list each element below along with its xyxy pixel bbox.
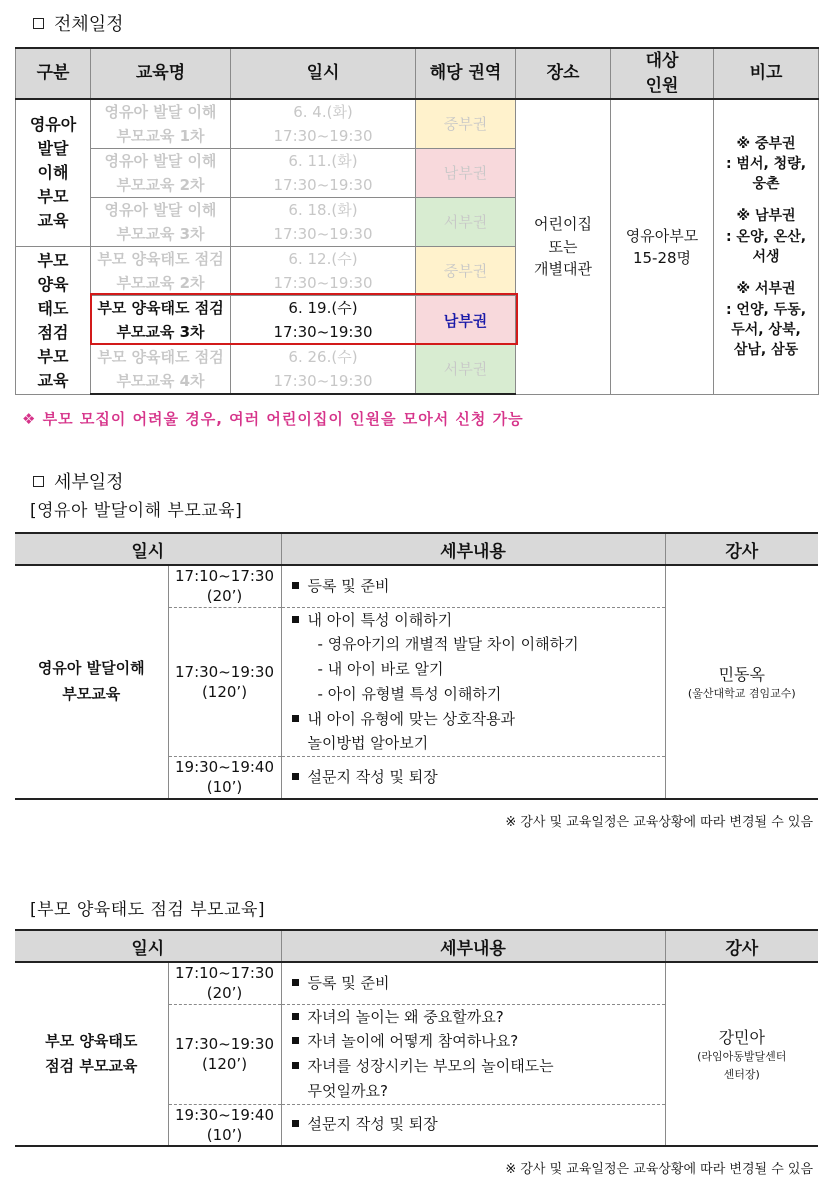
remark-central: ※ 중부권 : 범서, 청량, 웅촌	[725, 135, 807, 193]
time-cell: 17:30~19:30 (120’)	[168, 1004, 281, 1104]
content-text: 설문지 작성 및 퇴장	[307, 767, 438, 786]
table-row	[15, 962, 818, 1004]
region-cell: 중부권	[416, 99, 516, 149]
content-line	[292, 608, 665, 633]
program-name-cell: 영유아 발달이해 부모교육	[15, 565, 168, 799]
overview-heading-text: 전체일정	[54, 14, 124, 35]
content-line	[292, 971, 665, 996]
time-cell: 19:30~19:40 (10’)	[168, 757, 281, 799]
bullet-square-icon	[292, 1120, 299, 1127]
course-name-cell: 영유아 발달 이해 부모교육 2차	[91, 149, 231, 198]
content-line	[292, 1112, 665, 1137]
time-cell: 17:10~17:30 (20’)	[168, 565, 281, 607]
content-cell	[281, 607, 665, 757]
content-subline: - 내 아이 바로 알기	[317, 660, 444, 678]
program-name-cell: 부모 양육태도 점검 부모교육	[15, 962, 168, 1146]
col-teacher: 강사	[665, 533, 818, 565]
col-remarks: 비고	[714, 48, 819, 99]
datetime-cell	[231, 198, 416, 247]
col-time: 일시	[15, 930, 281, 962]
place-cell: 어린이집 또는 개별대관	[516, 99, 611, 394]
bullet-square-icon	[292, 979, 299, 986]
category-cell: 부모 양육 태도 점검 부모 교육	[16, 247, 91, 395]
time-text: 17:30~19:30	[273, 127, 373, 146]
course-name-cell: 부모 양육태도 점검 부모교육 4차	[91, 345, 231, 395]
course-name-cell: 영유아 발달 이해 부모교육 1차	[91, 99, 231, 149]
content-continuation: 무엇일까요?	[307, 1081, 388, 1100]
col-place: 장소	[516, 48, 611, 99]
remark-west: ※ 서부권 : 언양, 두동, 두서, 상북, 삼남, 삼동	[725, 281, 807, 359]
date-text: 6. 18.(화)	[288, 201, 358, 220]
content-text: 내 아이 유형에 맞는 상호작용과	[307, 709, 515, 728]
content-text: 등록 및 준비	[307, 973, 390, 992]
content-cell	[281, 962, 665, 1004]
content-text: 설문지 작성 및 퇴장	[307, 1115, 438, 1134]
program1-title: [영유아 발달이해 부모교육]	[30, 501, 243, 521]
time-text: 17:30~19:30	[273, 372, 373, 391]
content-line	[292, 574, 665, 599]
category-cell: 영유아 발달 이해 부모 교육	[16, 99, 91, 247]
course-name-cell: 영유아 발달 이해 부모교육 3차	[91, 198, 231, 247]
overview-table	[15, 47, 819, 395]
content-text: 자녀 놀이에 어떻게 참여하나요?	[307, 1032, 519, 1051]
region-cell: 남부권	[416, 149, 516, 198]
bullet-square-icon	[292, 715, 299, 722]
target-cell: 영유아부모 15-28명	[611, 99, 714, 394]
col-course-name: 교육명	[91, 48, 231, 99]
date-text: 6. 26.(수)	[288, 348, 358, 367]
time-text: 17:30~19:30	[273, 274, 373, 293]
remarks-cell	[714, 99, 819, 394]
content-text: 자녀의 놀이는 왜 중요할까요?	[307, 1007, 504, 1026]
col-region: 해당 권역	[416, 48, 516, 99]
content-line	[292, 1005, 665, 1030]
datetime-cell	[231, 99, 416, 149]
time-text: 17:30~19:30	[273, 323, 373, 342]
region-cell: 서부권	[416, 198, 516, 247]
teacher-affiliation: (울산대학교 겸임교수)	[687, 686, 796, 700]
time-cell: 19:30~19:40 (10’)	[168, 1104, 281, 1146]
content-line	[292, 1029, 665, 1054]
col-teacher: 강사	[665, 930, 818, 962]
datetime-cell	[231, 345, 416, 395]
overview-header-row	[16, 48, 819, 99]
teacher-cell	[665, 565, 818, 799]
date-text: 6. 19.(수)	[288, 299, 358, 318]
course-name-cell: 부모 양육태도 점검 부모교육 3차	[91, 296, 231, 345]
col-target: 대상 인원	[611, 48, 714, 99]
course-name-cell: 부모 양육태도 점검 부모교육 2차	[91, 247, 231, 296]
footnote: ※ 강사 및 교육일정은 교육상황에 따라 변경될 수 있음	[505, 1162, 813, 1177]
region-cell: 서부권	[416, 345, 516, 395]
recruit-note: ❖ 부모 모집이 어려울 경우, 여러 어린이집이 인원을 모아서 신청 가능	[22, 410, 524, 428]
program2-table	[15, 929, 818, 1147]
content-subline: - 영유아기의 개별적 발달 차이 이해하기	[317, 635, 579, 654]
time-cell: 17:30~19:30 (120’)	[168, 607, 281, 757]
content-cell	[281, 1004, 665, 1104]
content-continuation: 놀이방법 알아보기	[307, 734, 429, 753]
content-cell	[281, 1104, 665, 1146]
table-row	[15, 565, 818, 607]
date-text: 6. 11.(화)	[288, 152, 358, 171]
detail-header-row	[15, 930, 818, 962]
bullet-square-icon	[292, 1037, 299, 1044]
checkbox-square-icon	[33, 18, 44, 29]
col-category: 구분	[16, 48, 91, 99]
bullet-square-icon	[292, 773, 299, 780]
region-cell: 남부권	[416, 296, 516, 345]
content-line	[292, 765, 665, 790]
detail-heading-text: 세부일정	[54, 472, 124, 493]
content-cell	[281, 565, 665, 607]
overview-heading	[33, 10, 124, 36]
time-text: 17:30~19:30	[273, 176, 373, 195]
bullet-square-icon	[292, 582, 299, 589]
program1-table	[15, 532, 818, 800]
program2-title: [부모 양육태도 점검 부모교육]	[30, 900, 266, 920]
date-text: 6. 12.(수)	[288, 250, 358, 269]
remark-south: ※ 남부권 : 온양, 온산, 서생	[725, 208, 807, 266]
teacher-name: 민동옥	[718, 664, 765, 684]
content-line	[292, 1054, 665, 1079]
detail-heading	[33, 468, 124, 494]
datetime-cell	[231, 296, 416, 345]
time-text: 17:30~19:30	[273, 225, 373, 244]
footnote: ※ 강사 및 교육일정은 교육상황에 따라 변경될 수 있음	[505, 815, 813, 830]
content-text: 자녀를 성장시키는 부모의 놀이태도는	[307, 1057, 554, 1075]
teacher-cell	[665, 962, 818, 1146]
content-text: 등록 및 준비	[307, 576, 390, 595]
content-cell	[281, 757, 665, 799]
col-content: 세부내용	[281, 930, 665, 962]
bullet-square-icon	[292, 1062, 299, 1069]
teacher-affiliation: (라임아동발달센터 센터장)	[697, 1050, 787, 1081]
col-time: 일시	[15, 533, 281, 565]
date-text: 6. 4.(화)	[293, 103, 353, 122]
content-line	[292, 707, 665, 732]
datetime-cell	[231, 247, 416, 296]
detail-header-row	[15, 533, 818, 565]
checkbox-square-icon	[33, 476, 44, 487]
bullet-square-icon	[292, 616, 299, 623]
col-content: 세부내용	[281, 533, 665, 565]
region-cell: 중부권	[416, 247, 516, 296]
teacher-name: 강민아	[718, 1028, 765, 1048]
time-cell: 17:10~17:30 (20’)	[168, 962, 281, 1004]
col-datetime: 일시	[231, 48, 416, 99]
content-text: 내 아이 특성 이해하기	[307, 610, 453, 629]
bullet-square-icon	[292, 1013, 299, 1020]
content-subline: - 아이 유형별 특성 이해하기	[317, 684, 502, 703]
datetime-cell	[231, 149, 416, 198]
table-row	[16, 99, 819, 149]
